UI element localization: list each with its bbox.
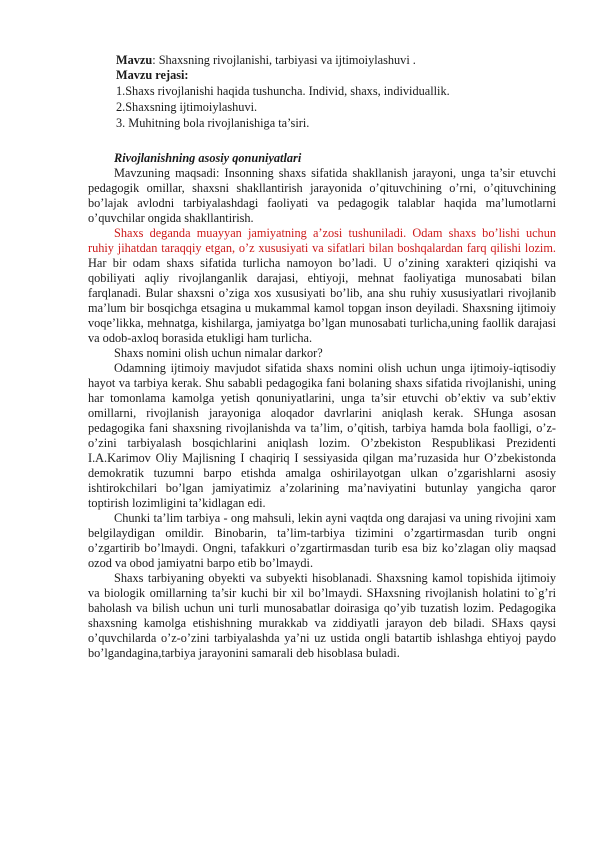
topic-label: Mavzu	[116, 53, 153, 67]
topic-line	[116, 53, 556, 68]
paragraph-social: Odamning ijtimoiy mavjudot sifatida shaxs nomini olish uchun unga ijtimoiy-iqtisodiy hayot va tarbiya kerak. Shu sababli pedagogika fani bolaning shaxs sifatida rivojlanishi, uning har tomonlama kamolga yetish qonuniyatlarini, unga ta’sir etuvchi ob’ektiv va sub’ektiv omillarni, rivojlanish jarayoniga aloqador davrlarini aniqlash kerak. SHunga asosan pedagogika fani shaxsning rivojlanishda va ta’lim, o’qitish, tarbiya hamda bola faolligi, o’z-o’zini tarbiyalash bosqichlarini aniqlash lozim. O’zbekiston Respublikasi Prezidenti I.A.Karimov Oliy Majlisning I chaqiriq I sessiyasida qilgan ma’ruzasida hur O’zbekistonda demokratik tuzumni barpo etishda amalga oshirilayotgan ulkan o’zgarishlarni asosiy ishtirokchilari bo’lgan jamiyatimiz a’zolarining ma’naviyatini butunlay yangicha qaror toptirish lozimligini ta’kidlagan edi.	[88, 361, 556, 510]
paragraph-object-subject: Shaxs tarbiyaning obyekti va subyekti hisoblanadi. Shaxsning kamol topishida ijtimoiy va biologik omillarning ta’sir kuchi bir xil bo’lmaydi. SHaxsning rivojlanish holatini to`g’ri baholash va bilish uchun uni turli munosabatlar doirasiga qo’yib tuzatish lozim. Pedagogika shaxsning kamolga etishishning murakkab va ziddiyatli jarayon deb biladi. SHaxs qaysi o’quvchilarda o’z-o’zini tarbiyalashda ya’ni uz ustida ongli batartib ishlashga ehtiyoj paydo bo’lgandagina,tarbiya jarayonini samarali deb hisoblasa buladi.	[88, 571, 556, 660]
paragraph-definition	[88, 226, 556, 346]
paragraph-question: Shaxs nomini olish uchun nimalar darkor?	[114, 346, 323, 360]
plan-item-2: 2.Shaxsning ijtimoiylashuvi.	[116, 100, 258, 114]
plan-item-1: 1.Shaxs rivojlanishi haqida tushuncha. Individ, shaxs, individuallik.	[116, 84, 450, 98]
topic-text: : Shaxsning rivojlanishi, tarbiyasi va ijtimoiylashuvi .	[152, 53, 416, 67]
paragraph-goal: Mavzuning maqsadi: Insonning shaxs sifatida shakllanish jarayoni, unga ta’sir etuvchi pedagogik omillar, shaxsni shakllantirish jarayonida o’qituvchining o’rni, o’qituvchining bo’lajak avlodni tarbiyalashdagi faoliyati va pedagogik talablar haqida ma’lumotlarni o’quvchilar ongida shakllantirish.	[88, 166, 556, 225]
paragraph-education: Chunki ta’lim tarbiya - ong mahsuli, lekin ayni vaqtda ong darajasi va uning rivojini xam belgilaydigan omildir. Binobarin, ta’lim-tarbiya tizimini o’zgartirmasdan turib ongni o’zgartirib bo’lmaydi. Ongni, tafakkuri o’zgartirmasdan turib esa biz ko’zlagan oliy maqsad ozod va obod jamiyatni barpo etib bo’lmaydi.	[88, 511, 556, 570]
definition-highlight: Shaxs deganda muayyan jamiyatning a’zosi tushuniladi. Odam shaxs bo’lishi uchun ruhiy jihatdan taraqqiy etgan, o’z xususiyati va sifatlari bilan boshqalardan farq qilishi lozim.	[88, 226, 556, 255]
body-text	[88, 151, 556, 661]
plan-item-3: 3. Muhitning bola rivojlanishiga ta’siri.	[116, 116, 310, 130]
plan-heading: Mavzu rejasi:	[116, 68, 189, 82]
section-heading: Rivojlanishning asosiy qonuniyatlari	[114, 151, 302, 165]
definition-rest: Har bir odam shaxs sifatida turlicha namoyon bo’ladi. U o’zining xarakteri qiziqishi va qobiliyati aqliy rivojlanganlik darajasi, ehtiyoji, mehnat faoliyatiga munosabati bilan farqlanadi. Bular shaxsni o’ziga xos xususiyati bo’lib, ana shu ruhiy xususiyatlari rivojlanib ma’lum bir bosqichga etsagina u mukammal kamol topgan inson deyiladi. Shaxsning ijtimoiy voqe’likka, mehnatga, kishilarga, jamiyatga bo’lgan munosabati turlicha,uning faollik darajasi va odob-axloq borasida etukligi ham turlicha.	[88, 256, 556, 345]
